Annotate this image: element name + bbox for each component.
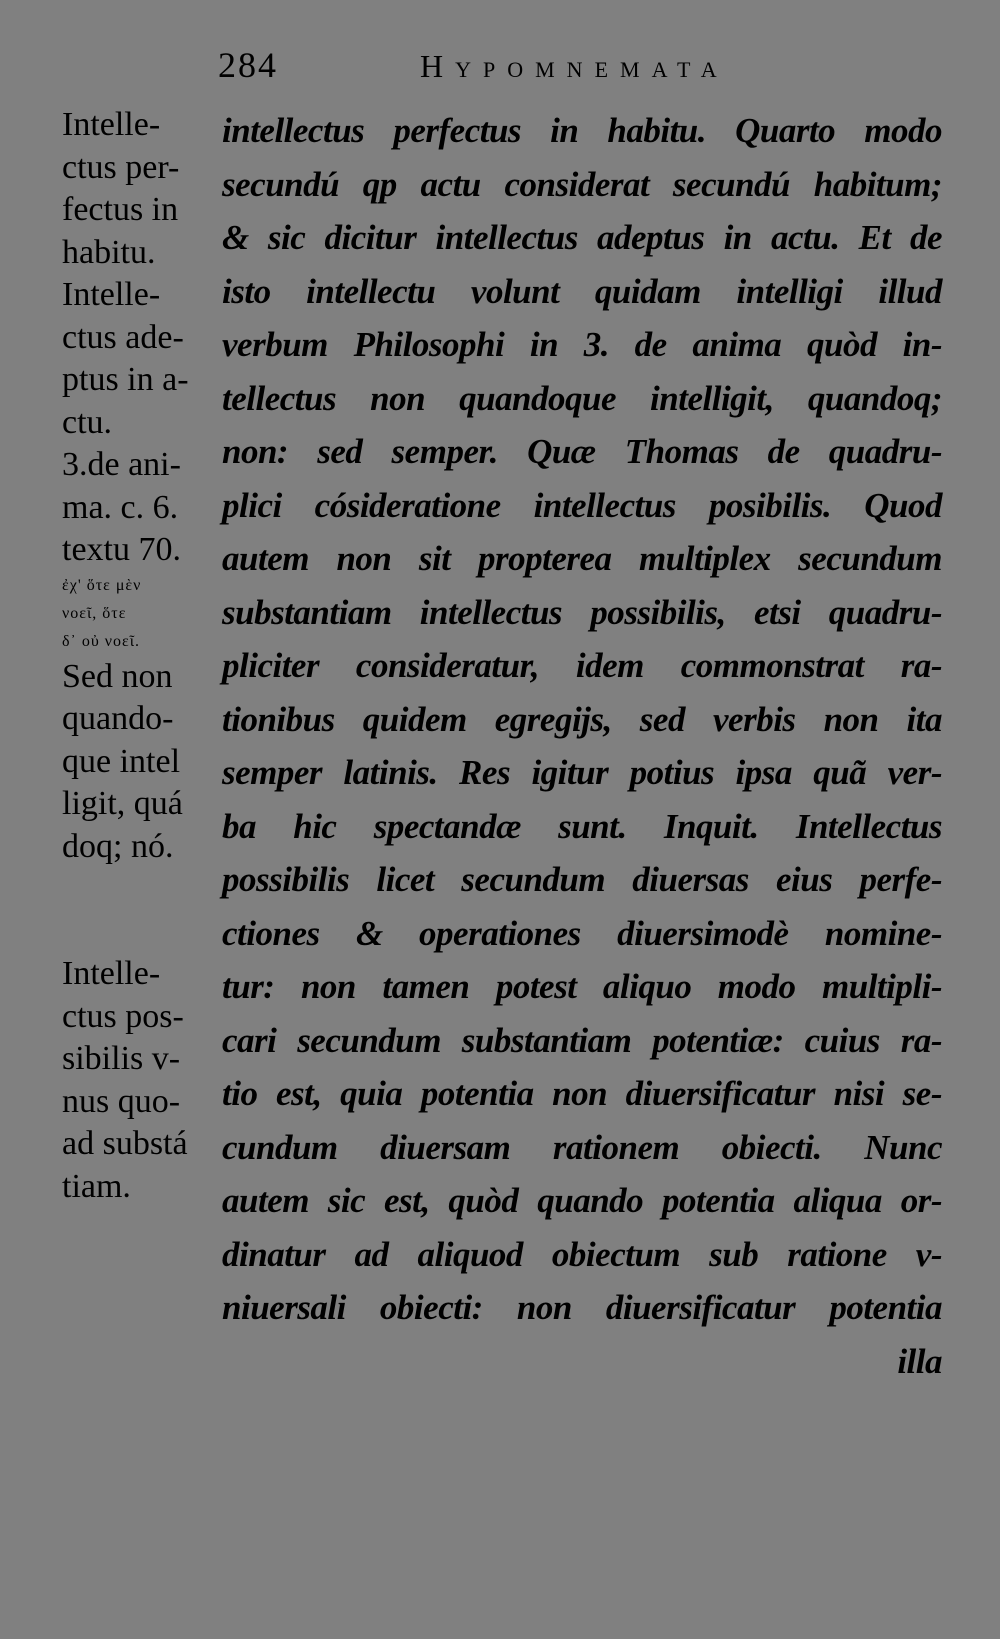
page-number: 284 [218, 45, 278, 85]
margin-note: ctus per- [62, 148, 180, 186]
text-line: niuersali obiecti: non diuersificatur potentia [222, 1288, 942, 1327]
margin-note: Intelle- [62, 106, 161, 143]
text-line: ba hic spectandæ sunt. Inquit. Intellectus [222, 806, 942, 846]
text-line: tur: non tamen potest aliquo modo multipli- [222, 967, 942, 1006]
text-line: intellectus perfectus in habitu. Quarto modo [222, 111, 942, 150]
margin-note: doq; nó. [62, 827, 174, 865]
margin-note: ligit, quá [62, 785, 183, 822]
margin-note: 3.de ani- [62, 446, 181, 483]
margin-note: ad substá [62, 1125, 188, 1162]
text-line: verbum Philosophi in 3. de anima quòd in- [222, 325, 942, 364]
text-line: tellectus non quandoque intelligit, quandoq; [222, 378, 942, 418]
margin-note: tiam. [62, 1167, 131, 1205]
margin-note-greek: νοεῖ, ὅτε [62, 604, 127, 622]
text-line: & sic dicitur intellectus adeptus in actu. Et de [222, 218, 942, 257]
margin-note: ctus ade- [62, 318, 184, 356]
running-title: Hypomnemata [420, 48, 729, 84]
page-header [200, 44, 940, 94]
margin-note: quando- [62, 700, 174, 737]
text-line: cari secundum substantiam potentiæ: cuius ra- [222, 1020, 942, 1060]
catchword: illa [897, 1341, 942, 1381]
text-line: ctiones & operationes diuersimodè nomine- [222, 913, 942, 953]
margin-note: ma. c. 6. [62, 488, 179, 526]
margin-note: textu 70. [62, 531, 181, 568]
margin-note: que intel [62, 742, 181, 780]
text-line: substantiam intellectus possibilis, etsi quadru- [222, 592, 942, 632]
margin-note: Intelle- [62, 276, 161, 313]
main-text [222, 104, 942, 1388]
text-line: isto intellectu volunt quidam intelligi illud [222, 271, 942, 311]
margin-note: fectus in [62, 191, 179, 228]
margin-note: ctus pos- [62, 997, 184, 1035]
text-line: dinatur ad aliquod obiectum sub ratione v- [222, 1234, 942, 1274]
margin-note: Intelle- [62, 955, 161, 992]
margin-note: sibilis v- [62, 1040, 181, 1077]
text-line: non: sed semper. Quæ Thomas de quadru- [222, 432, 942, 471]
margin-note: ctu. [62, 403, 113, 441]
text-line: secundú qp actu considerat secundú habitum; [222, 164, 942, 204]
text-line: cundum diuersam rationem obiecti. Nunc [222, 1127, 942, 1167]
text-line: pliciter consideratur, idem commonstrat ra- [222, 646, 942, 685]
text-line: tionibus quidem egregijs, sed verbis non ita [222, 699, 942, 739]
text-line: semper latinis. Res igitur potius ipsa quã ver- [222, 753, 942, 792]
margin-notes [62, 104, 222, 1208]
margin-note-greek: δ᾽ οὐ νοεῖ. [62, 632, 141, 650]
text-line: tio est, quia potentia non diuersificatur nisi se- [222, 1074, 942, 1113]
text-line: possibilis licet secundum diuersas eius perfe- [222, 860, 942, 899]
text-line: autem sic est, quòd quando potentia aliqua or- [222, 1181, 942, 1220]
text-line: autem non sit propterea multiplex secundum [222, 539, 942, 578]
margin-gap [62, 868, 222, 953]
margin-note: ptus in a- [62, 361, 189, 398]
margin-note: Sed non [62, 657, 173, 695]
text-line: plici cósideratione intellectus posibilis. Quod [222, 485, 942, 525]
margin-note: habitu. [62, 233, 156, 271]
margin-note-greek: ἐχ' ὅτε μὲν [62, 576, 142, 594]
margin-note: nus quo- [62, 1082, 181, 1120]
